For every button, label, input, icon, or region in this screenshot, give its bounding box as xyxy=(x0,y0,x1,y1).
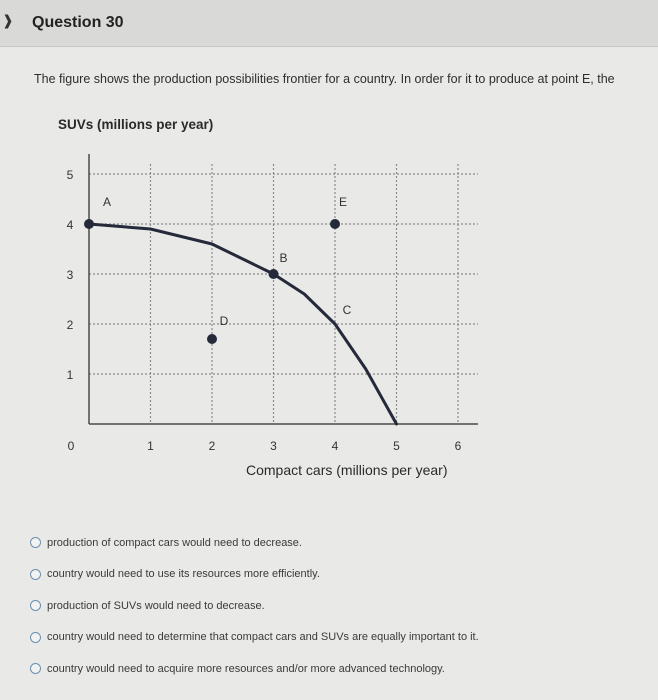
y-tick-label: 4 xyxy=(66,218,74,232)
y-tick-label: 1 xyxy=(66,368,74,382)
x-tick-label: 2 xyxy=(208,439,216,453)
x-axis-label: Compact cars (millions per year) xyxy=(246,462,448,478)
point-b-marker xyxy=(269,269,279,279)
answer-label: country would need to determine that compact cars and SUVs are equally important to it. xyxy=(47,631,479,643)
point-c-label: C xyxy=(342,303,352,317)
radio-button[interactable] xyxy=(30,569,41,580)
answer-option[interactable] xyxy=(30,595,650,616)
answer-option[interactable] xyxy=(30,532,650,553)
x-tick-label: 1 xyxy=(147,439,154,453)
x-tick-label: 0 xyxy=(67,439,75,453)
radio-button[interactable] xyxy=(30,632,41,643)
x-tick-label: 5 xyxy=(393,439,400,453)
radio-button[interactable] xyxy=(30,537,41,548)
y-tick-label: 3 xyxy=(66,268,74,282)
point-a-label: A xyxy=(102,195,112,209)
y-tick-label: 5 xyxy=(66,168,74,182)
point-d-marker xyxy=(207,334,217,344)
point-a-marker xyxy=(84,219,94,229)
chevron-right-icon[interactable]: ❱ xyxy=(2,12,14,28)
point-d-label: D xyxy=(219,314,229,328)
point-e-label: E xyxy=(338,195,348,209)
answer-label: production of compact cars would need to decrease. xyxy=(47,536,302,549)
answer-label: country would need to acquire more resources and/or more advanced technology. xyxy=(47,662,445,675)
answer-label: production of SUVs would need to decrease. xyxy=(47,599,265,612)
answer-option[interactable] xyxy=(30,627,650,648)
point-b-label: B xyxy=(279,251,288,265)
answer-option[interactable] xyxy=(30,658,650,679)
x-tick-label: 3 xyxy=(270,439,277,453)
x-tick-label: 6 xyxy=(454,439,462,453)
y-tick-label: 2 xyxy=(66,318,74,332)
radio-button[interactable] xyxy=(30,663,41,674)
answer-options xyxy=(30,532,650,690)
question-title: Question 30 xyxy=(32,14,124,31)
answer-label: country would need to use its resources more efficiently. xyxy=(47,568,320,580)
answer-option[interactable] xyxy=(30,564,650,585)
point-e-marker xyxy=(330,219,340,229)
x-tick-label: 4 xyxy=(331,439,339,453)
question-prompt: The figure shows the production possibilities frontier for a country. In order for it to produce at point E, the xyxy=(34,72,615,86)
radio-button[interactable] xyxy=(30,600,41,611)
y-axis-label: SUVs (millions per year) xyxy=(58,117,214,132)
